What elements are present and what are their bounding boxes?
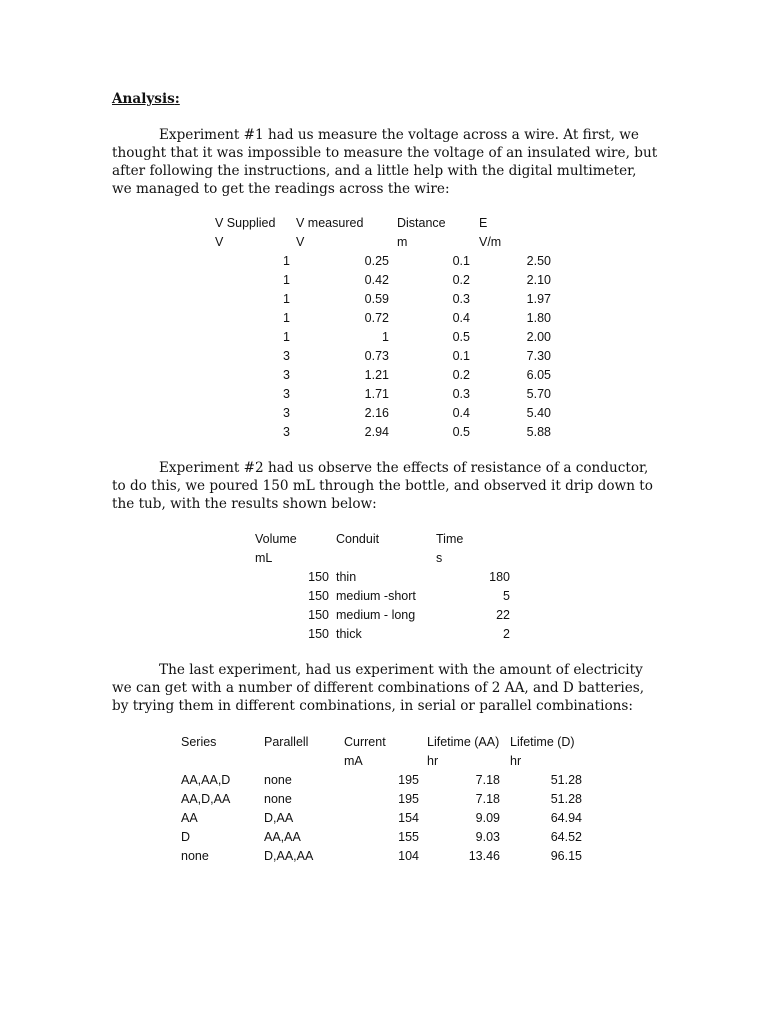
table-row xyxy=(0,404,768,423)
cell-parallel: none xyxy=(264,792,292,806)
voltage-table xyxy=(0,214,768,442)
header-time: Time xyxy=(436,532,464,546)
table-row xyxy=(0,625,768,644)
cell-v-measured: 2.16 xyxy=(364,406,389,420)
cell-v-supplied: 1 xyxy=(283,273,290,287)
cell-v-measured: 0.59 xyxy=(364,292,389,306)
analysis-heading-text: Analysis xyxy=(112,91,175,107)
table-row xyxy=(0,847,768,866)
cell-e: 6.05 xyxy=(526,368,551,382)
cell-distance: 0.4 xyxy=(452,406,470,420)
unit-v-measured: V xyxy=(296,235,305,249)
unit-lifetime-aa: hr xyxy=(427,754,439,768)
cell-v-supplied: 1 xyxy=(283,330,290,344)
cell-time: 180 xyxy=(489,570,510,584)
cell-volume: 150 xyxy=(308,608,329,622)
table-row xyxy=(0,771,768,790)
cell-series: none xyxy=(181,849,209,863)
table-row xyxy=(0,828,768,847)
cell-v-supplied: 1 xyxy=(283,311,290,325)
table-row xyxy=(0,290,768,309)
cell-v-measured: 1.21 xyxy=(364,368,389,382)
cell-v-supplied: 3 xyxy=(283,368,290,382)
cell-parallel: D,AA xyxy=(264,811,294,825)
resistance-table-units-row xyxy=(0,549,768,568)
cell-volume: 150 xyxy=(308,589,329,603)
table-row xyxy=(0,252,768,271)
paragraph-experiment-1: Experiment #1 had us measure the voltage across a wire. At first, we thought that it was impossible to measure the voltage of an insulated wire, but after following the instructions, and a little help with the digital multimeter, we managed to get the readings across the wire: xyxy=(112,127,658,197)
cell-e: 7.30 xyxy=(526,349,551,363)
cell-v-measured: 0.25 xyxy=(364,254,389,268)
cell-parallel: none xyxy=(264,773,292,787)
cell-distance: 0.2 xyxy=(452,368,470,382)
cell-e: 2.50 xyxy=(526,254,551,268)
cell-lifetime-aa: 13.46 xyxy=(468,849,500,863)
cell-conduit: medium - long xyxy=(336,608,416,622)
cell-parallel: D,AA,AA xyxy=(264,849,314,863)
table-row xyxy=(0,587,768,606)
cell-series: AA xyxy=(181,811,198,825)
cell-conduit: thin xyxy=(336,570,357,584)
battery-table xyxy=(0,733,768,866)
unit-current: mA xyxy=(344,754,363,768)
battery-table-header-row xyxy=(0,733,768,752)
table-row xyxy=(0,328,768,347)
cell-e: 5.70 xyxy=(526,387,551,401)
unit-volume: mL xyxy=(255,551,273,565)
cell-v-supplied: 3 xyxy=(283,387,290,401)
cell-v-measured: 0.73 xyxy=(364,349,389,363)
cell-lifetime-aa: 9.09 xyxy=(475,811,500,825)
resistance-table-header-row xyxy=(0,530,768,549)
analysis-heading-colon: : xyxy=(174,91,180,107)
cell-v-measured: 1 xyxy=(382,330,389,344)
header-lifetime-d: Lifetime (D) xyxy=(510,735,575,749)
cell-time: 2 xyxy=(503,627,510,641)
table-row xyxy=(0,309,768,328)
cell-conduit: thick xyxy=(336,627,362,641)
cell-conduit: medium -short xyxy=(336,589,416,603)
header-distance: Distance xyxy=(397,216,446,230)
cell-lifetime-aa: 7.18 xyxy=(475,792,500,806)
cell-series: D xyxy=(181,830,191,844)
cell-e: 5.88 xyxy=(526,425,551,439)
cell-lifetime-d: 51.28 xyxy=(550,792,582,806)
table-row xyxy=(0,271,768,290)
cell-v-measured: 2.94 xyxy=(364,425,389,439)
cell-v-supplied: 3 xyxy=(283,425,290,439)
cell-time: 5 xyxy=(503,589,510,603)
cell-e: 1.80 xyxy=(526,311,551,325)
unit-distance: m xyxy=(397,235,408,249)
cell-lifetime-d: 64.94 xyxy=(550,811,582,825)
paragraph-experiment-3: The last experiment, had us experiment with the amount of electricity we can get with a number of different combinations of 2 AA, and D batteries, by trying them in different combinations, in serial or parallel combinations: xyxy=(112,662,645,714)
cell-e: 5.40 xyxy=(526,406,551,420)
cell-series: AA,AA,D xyxy=(181,773,231,787)
cell-parallel: AA,AA xyxy=(264,830,301,844)
cell-current: 195 xyxy=(398,792,419,806)
cell-v-supplied: 1 xyxy=(283,254,290,268)
cell-distance: 0.4 xyxy=(452,311,470,325)
table-row xyxy=(0,790,768,809)
cell-distance: 0.5 xyxy=(452,425,470,439)
cell-distance: 0.3 xyxy=(452,292,470,306)
voltage-table-units-row xyxy=(0,233,768,252)
table-row xyxy=(0,347,768,366)
cell-lifetime-aa: 7.18 xyxy=(475,773,500,787)
cell-e: 2.00 xyxy=(526,330,551,344)
battery-table-units-row xyxy=(0,752,768,771)
cell-current: 104 xyxy=(398,849,419,863)
header-parallel: Parallell xyxy=(264,735,309,749)
cell-lifetime-d: 64.52 xyxy=(550,830,582,844)
cell-volume: 150 xyxy=(308,570,329,584)
cell-distance: 0.3 xyxy=(452,387,470,401)
cell-current: 155 xyxy=(398,830,419,844)
unit-e: V/m xyxy=(479,235,502,249)
table-row xyxy=(0,423,768,442)
header-series: Series xyxy=(181,735,217,749)
table-row xyxy=(0,809,768,828)
resistance-table xyxy=(0,530,768,644)
voltage-table-header-row xyxy=(0,214,768,233)
header-v-measured: V measured xyxy=(296,216,364,230)
paragraph-experiment-2: Experiment #2 had us observe the effects of resistance of a conductor, to do this, we poured 150 mL through the bottle, and observed it drip down to the tub, with the results shown below: xyxy=(112,460,653,512)
unit-v-supplied: V xyxy=(215,235,224,249)
cell-time: 22 xyxy=(496,608,510,622)
analysis-heading xyxy=(112,90,180,108)
cell-series: AA,D,AA xyxy=(181,792,231,806)
cell-e: 1.97 xyxy=(526,292,551,306)
table-row xyxy=(0,606,768,625)
unit-lifetime-d: hr xyxy=(510,754,522,768)
header-lifetime-aa: Lifetime (AA) xyxy=(427,735,500,749)
cell-lifetime-d: 51.28 xyxy=(550,773,582,787)
table-row xyxy=(0,366,768,385)
header-volume: Volume xyxy=(255,532,297,546)
table-row xyxy=(0,568,768,587)
header-conduit: Conduit xyxy=(336,532,380,546)
cell-v-measured: 1.71 xyxy=(364,387,389,401)
cell-v-measured: 0.72 xyxy=(364,311,389,325)
header-e: E xyxy=(479,216,488,230)
header-current: Current xyxy=(344,735,386,749)
cell-distance: 0.5 xyxy=(452,330,470,344)
cell-distance: 0.1 xyxy=(452,349,470,363)
cell-distance: 0.1 xyxy=(452,254,470,268)
cell-v-measured: 0.42 xyxy=(364,273,389,287)
cell-v-supplied: 3 xyxy=(283,349,290,363)
cell-v-supplied: 3 xyxy=(283,406,290,420)
cell-volume: 150 xyxy=(308,627,329,641)
cell-e: 2.10 xyxy=(526,273,551,287)
cell-current: 195 xyxy=(398,773,419,787)
cell-lifetime-d: 96.15 xyxy=(550,849,582,863)
table-row xyxy=(0,385,768,404)
header-v-supplied: V Supplied xyxy=(215,216,276,230)
cell-current: 154 xyxy=(398,811,419,825)
cell-v-supplied: 1 xyxy=(283,292,290,306)
cell-distance: 0.2 xyxy=(452,273,470,287)
cell-lifetime-aa: 9.03 xyxy=(475,830,500,844)
unit-time: s xyxy=(436,551,443,565)
